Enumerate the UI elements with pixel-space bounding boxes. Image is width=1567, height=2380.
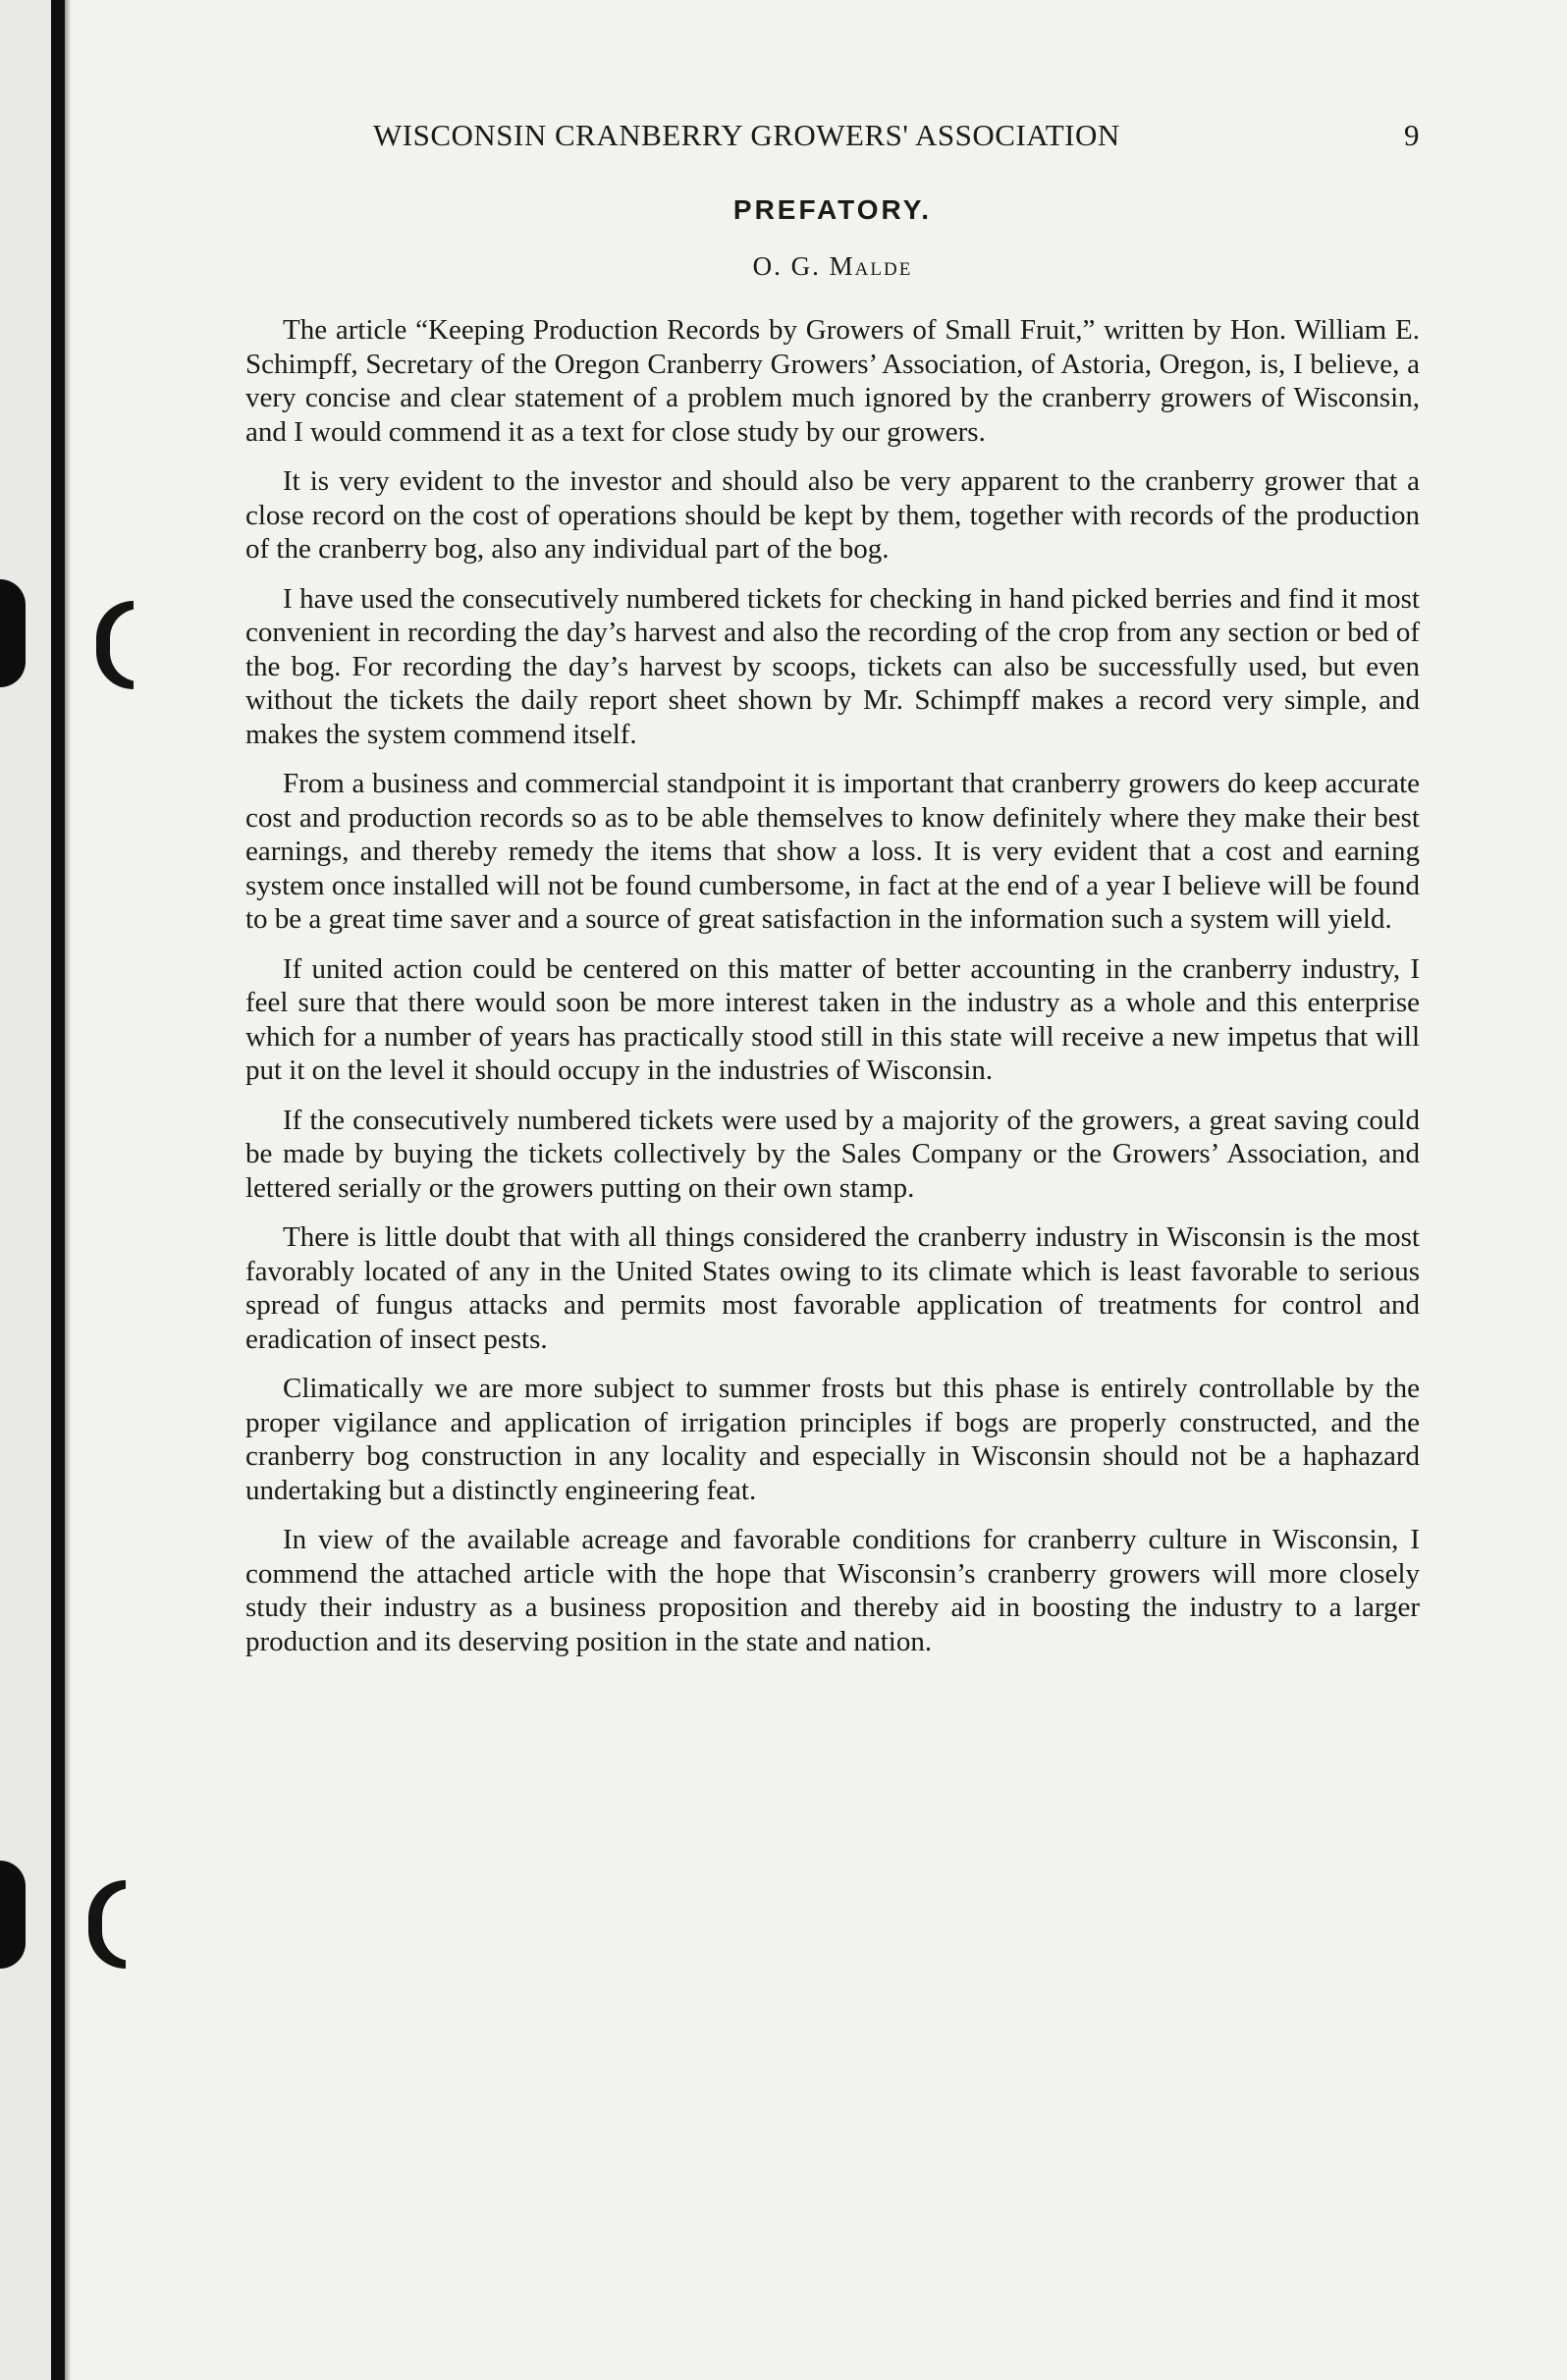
paragraph: There is little doubt that with all things considered the cranberry industry in Wisconsin is the most favorably located of any in the United States owing to its climate which is least favorable to serious spread of fungus attacks and permits most favorable application of treatments for control and eradication of insect pests. [245, 1221, 1420, 1355]
paragraph: In view of the available acreage and favorable conditions for cranberry culture in Wisconsin, I commend the attached article with the hope that Wisconsin’s cranberry growers will more closely study their industry as a business proposition and thereby aid in boosting the industry to a larger production and its deserving position in the state and nation. [245, 1524, 1420, 1657]
left-margin [0, 0, 51, 2380]
binder-ring-upper [96, 601, 134, 689]
paragraph: From a business and commercial standpoint it is important that cranberry growers do keep accurate cost and production records so as to be able themselves to know definitely where they make their best earnings, and thereby remedy the items that show a loss. It is very evident that a cost and earning system once installed will not be found cumbersome, in fact at the end of a year I believe will be found to be a great time saver and a source of great satisfaction in the information such a system will yield. [245, 768, 1420, 935]
article-title: PREFATORY. [732, 194, 933, 225]
paragraph: If the consecutively numbered tickets were used by a majority of the growers, a great saving could be made by buying the tickets collectively by the Sales Company or the Growers’ Association, and lettered serially or the growers putting on their own stamp. [245, 1104, 1420, 1204]
binding-shadow [65, 0, 71, 2380]
paragraph: It is very evident to the investor and should also be very apparent to the cranberry grower that a close record on the cost of operations should be kept by them, together with records of the production of the cranberry bog, also any individual part of the bog. [245, 465, 1420, 565]
article-author: O. G. Malde [752, 251, 913, 281]
binder-hole-lower [0, 1861, 26, 1969]
page-number: 9 [1404, 118, 1420, 152]
binder-ring-lower [88, 1880, 126, 1969]
paragraph: I have used the consecutively numbered tickets for checking in hand picked berries and find it most convenient in recording the day’s harvest and also the recording of the crop from any section or bed of the bog. For recording the day’s harvest by scoops, tickets can also be successfully used, but even without the tickets the daily report sheet shown by Mr. Schimpff makes a record very simple, and makes the system commend itself. [245, 582, 1420, 750]
paragraph: If united action could be centered on this matter of better accounting in the cranberry industry, I feel sure that there would soon be more interest taken in the industry as a whole and this enterprise which for a number of years has practically stood still in this state will receive a new impetus that will put it on the level it should occupy in the industries of Wisconsin. [245, 952, 1420, 1086]
paragraph: Climatically we are more subject to summer frosts but this phase is entirely controllable by the proper vigilance and application of irrigation principles if bogs are properly constructed, and the cranberry bog construction in any locality and especially in Wisconsin should not be a haphazard undertaking but a distinctly engineering feat. [245, 1373, 1420, 1506]
page-content [245, 110, 1420, 1674]
binder-hole-upper [0, 579, 26, 687]
binding-rule [51, 0, 65, 2380]
running-head [245, 110, 1420, 159]
running-title: WISCONSIN CRANBERRY GROWERS' ASSOCIATION [373, 118, 1120, 152]
paragraph: The article “Keeping Production Records by Growers of Small Fruit,” written by Hon. William E. Schimpff, Secretary of the Oregon Cranberry Growers’ Association, of Astoria, Oregon, is, I believe, a very concise and clear statement of a problem much ignored by the cranberry growers of Wisconsin, and I would commend it as a text for close study by our growers. [245, 314, 1420, 448]
